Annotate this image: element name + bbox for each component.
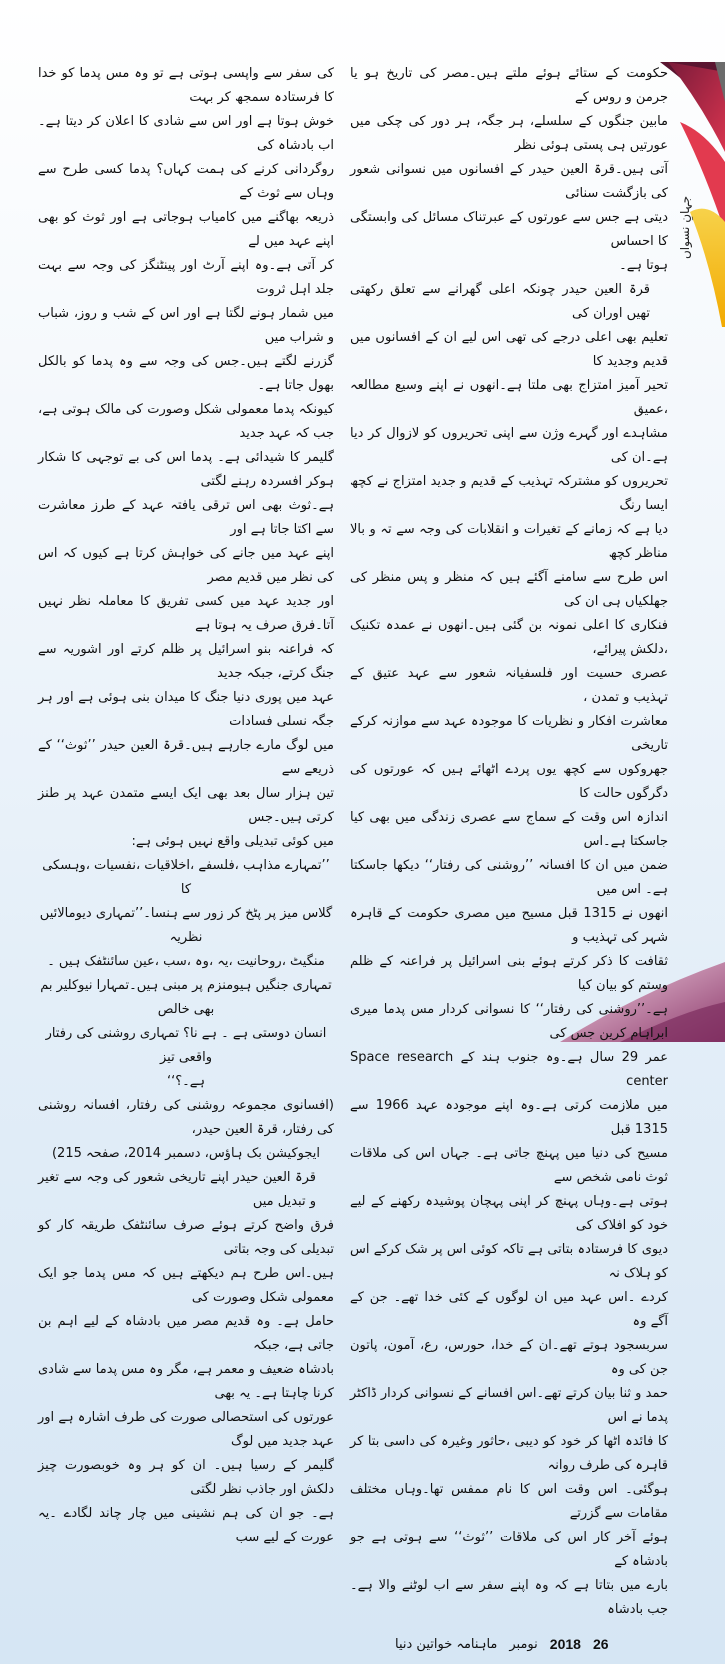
text-line: آتی ہیں۔قرۃ العین حیدر کے افسانوں میں نسوانی شعور کی بازگشت سنائی: [350, 162, 668, 201]
text-line: کہ فراعنہ بنو اسرائیل پر ظلم کرتے اور اشوریہ سے جنگ کرتے، جبکہ جدید: [38, 642, 334, 681]
text-line: ہوگئی۔ اس وقت اس کا نام ممفس تھا۔وہاں مختلف مقامات سے گزرتے: [350, 1482, 668, 1521]
text-line: ہیں۔اس طرح ہم دیکھتے ہیں کہ مس پدما جو ایک معمولی شکل وصورت کی: [38, 1266, 334, 1305]
text-line: تحریروں کو مشترکہ تہذیب کے قدیم و جدید امتزاج نے کچھ ایسا رنگ: [350, 474, 668, 513]
text-line: انسان دوستی ہے ۔ ہے نا؟ تمہاری روشنی کی رفتار واقعی تیز: [45, 1026, 327, 1065]
left-column-text: [38, 62, 334, 1622]
text-line: عہد میں پوری دنیا جنگ کا میدان بنی ہوئی ہے اور ہر جگہ نسلی فسادات: [38, 690, 334, 729]
text-line: تین ہزار سال بعد بھی ایک ایسے متمدن عہد پر طنز کرتی ہیں۔جس: [38, 786, 334, 825]
text-line: کیونکہ پدما معمولی شکل وصورت کی مالک ہوتی ہے، جب کہ عہد جدید: [38, 402, 334, 441]
text-line: (افسانوی مجموعہ روشنی کی رفتار، افسانہ روشنی کی رفتار، قرۃ العین حیدر،: [38, 1098, 334, 1137]
text-line: ضمن میں ان کا افسانہ ’’روشنی کی رفتار‘‘ دیکھا جاسکتا ہے۔ اس میں: [350, 858, 668, 897]
text-line: بارے میں بتاتا ہے کہ وہ اپنے سفر سے اب لوٹنے والا ہے۔جب بادشاہ: [350, 1578, 668, 1617]
section-label: جہانِ نسواں: [678, 195, 692, 259]
page-footer: [395, 1636, 675, 1652]
article-columns: [38, 62, 668, 1622]
text-line: حکومت کے ستائے ہوئے ملتے ہیں۔مصر کی تاریخ ہو یا جرمن و روس کے: [350, 66, 668, 105]
text-line: دیوی کا فرستادہ بتاتی ہے تاکہ کوئی اس پر شک کرکے اس کو ہلاک نہ: [350, 1242, 668, 1281]
text-line: کردے ۔اس عہد میں ان لوگوں کے کئی خدا تھے۔ جن کے آگے وہ: [350, 1290, 668, 1329]
text-line: اپنے عہد میں جانے کی خواہش کرتا ہے کیوں کہ اس کی نظر میں قدیم مصر: [38, 546, 334, 585]
issue-month: نومبر: [509, 1636, 538, 1652]
text-line: میں کوئی تبدیلی واقع نہیں ہوئی ہے:: [131, 834, 334, 849]
text-line: ’’تمہارے مذاہب ،فلسفے ،اخلاقیات ،نفسیات ،وہسکی کا: [42, 858, 330, 897]
text-line: ہوئے آخر کار اس کی ملاقات ’’ثوث‘‘ سے ہوتی ہے جو بادشاہ کے: [350, 1530, 668, 1569]
issue-year: 2018: [549, 1636, 581, 1652]
text-line: قرۃ العین حیدر چونکہ اعلی گھرانے سے تعلق رکھتی تھیں اوران کی: [350, 282, 650, 321]
text-line: خوش ہوتا ہے اور اس سے شادی کا اعلان کر دیتا ہے۔اب بادشاہ کی: [38, 114, 334, 153]
text-line: مشاہدے اور گہرے وژن سے اپنی تحریروں کو لازوال کر دیا ہے۔ان کی: [350, 426, 668, 465]
text-line: ہے۔ جو ان کی ہم نشینی میں چار چاند لگادے ۔یہ عورت کے لیے سب: [38, 1506, 334, 1545]
text-line: میں لوگ مارے جارہے ہیں۔قرۃ العین حیدر ’’ثوث‘‘ کے ذریعے سے: [38, 738, 334, 777]
magazine-name: ماہنامہ خواتین دنیا: [395, 1636, 498, 1652]
text-line: حمد و ثنا بیان کرتے تھے۔اس افسانے کے نسوانی کردار ڈاکٹر پدما نے اس: [350, 1386, 668, 1425]
text-line: مابین جنگوں کے سلسلے، ہر جگہ، ہر دور کی چکی میں عورتیں ہی پستی ہوئی نظر: [350, 114, 668, 153]
page-number: 26: [592, 1636, 609, 1652]
text-line: گزرنے لگتے ہیں۔جس کی وجہ سے وہ پدما کو بالکل بھول جاتا ہے۔: [38, 354, 334, 393]
text-line: قرۃ العین حیدر اپنے تاریخی شعور کی وجہ سے تغیر و تبدیل میں: [38, 1170, 316, 1209]
text-line: حامل ہے۔ وہ قدیم مصر میں بادشاہ کے لیے اہم بن جاتی ہے، جبکہ: [38, 1314, 334, 1353]
text-line: سربسجود ہوتے تھے۔ان کے خدا، حورس، رع، آمون، پاتون جن کی وہ: [350, 1338, 668, 1377]
text-line: ذریعہ بھاگنے میں کامیاب ہوجاتی ہے اور ثوث کو بھی اپنے عہد میں لے: [38, 210, 334, 249]
text-line: تمہاری جنگیں ہیومنزم پر مبنی ہیں۔تمہارا نیوکلیر بم بھی خالص: [40, 978, 332, 1017]
text-line: کی سفر سے واپسی ہوتی ہے تو وہ مس پدما کو خدا کا فرستادہ سمجھ کر بہت: [38, 66, 334, 105]
text-line: انھوں نے 1315 قبل مسیح میں مصری حکومت کے قاہرہ شہر کی تہذیب و: [350, 906, 668, 945]
text-line: عمر 29 سال ہے۔وہ جنوب ہند کے Space research center: [350, 1050, 668, 1089]
text-line: میں ملازمت کرتی ہے۔وہ اپنے موجودہ عہد 1966 سے 1315 قبل: [350, 1098, 668, 1137]
text-line: ہوتا ہے۔: [619, 258, 668, 273]
text-line: تعلیم بھی اعلی درجے کی تھی اس لیے ان کے افسانوں میں قدیم وجدید کا: [350, 330, 668, 369]
text-line: بادشاہ ضعیف و معمر ہے، مگر وہ مس پدما سے شادی کرنا چاہتا ہے۔ یہ بھی: [38, 1362, 334, 1401]
text-line: ہوتی ہے۔وہاں پہنچ کر اپنی پہچان پوشیدہ رکھنے کے لیے خود کو افلاک کی: [350, 1194, 668, 1233]
right-column-text: [350, 62, 668, 1622]
text-line: ایجوکیشن بک ہاؤس، دسمبر 2014، صفحہ 215): [51, 1146, 321, 1161]
text-line: ہے۔ثوث بھی اس ترقی یافتہ عہد کے طرز معاشرت سے اکتا جاتا ہے اور: [38, 498, 334, 537]
text-line: اس طرح سے سامنے آگئے ہیں کہ منظر و پس منظر کی جھلکیاں ہی ان کی: [350, 570, 668, 609]
text-line: روگردانی کرنے کی ہمت کہاں؟ پدما کسی طرح سے وہاں سے ثوث کے: [38, 162, 334, 201]
text-line: فنکاری کا اعلی نمونہ بن گئی ہیں۔انھوں نے عمدہ تکنیک ،دلکش پیرائے،: [350, 618, 668, 657]
text-line: گلاس میز پر پٹخ کر زور سے ہنسا۔’’تمہاری دیومالائیں نظریہ: [39, 906, 333, 945]
text-line: جھروکوں سے کچھ یوں پردے اٹھائے ہیں کہ عورتوں کی دگرگوں حالت کا: [350, 762, 668, 801]
text-line: تحیر آمیز امتزاج بھی ملتا ہے۔انھوں نے اپنے وسیع مطالعہ ،عمیق: [350, 378, 668, 417]
text-line: دیتی ہے جس سے عورتوں کے عبرتناک مسائل کی وابستگی کا احساس: [350, 210, 668, 249]
text-line: ہے۔’’روشنی کی رفتار‘‘ کا نسوانی کردار مس پدما میری ابراہام کرین جس کی: [350, 1002, 668, 1041]
text-line: گلیمر کے رسیا ہیں۔ ان کو ہر وہ خوبصورت چیز دلکش اور جاذب نظر لگتی: [38, 1458, 334, 1497]
text-line: اور جدید عہد میں کسی تفریق کا معاملہ نظر نہیں آتا۔فرق صرف یہ ہوتا ہے: [38, 594, 334, 633]
text-line: دیا ہے کہ زمانے کے تغیرات و انقلابات کی وجہ سے تہ و بالا مناظر کچھ: [350, 522, 668, 561]
text-line: میں شمار ہونے لگتا ہے اور اس کے شب و روز، شباب و شراب میں: [38, 306, 334, 345]
text-line: عصری حسیت اور فلسفیانہ شعور سے عہد عتیق کے تہذیب و تمدن ،: [350, 666, 668, 705]
text-line: منگیٹ ،روحانیت ،یہ ،وہ ،سب ،عین سائنٹفک ہیں ۔: [47, 954, 325, 969]
text-line: کر آتی ہے۔وہ اپنے آرٹ اور پینٹنگز کی وجہ سے بہت جلد اہل ثروت: [38, 258, 334, 297]
text-line: عورتوں کی استحصالی صورت کی طرف اشارہ ہے اور عہد جدید میں لوگ: [38, 1410, 334, 1449]
text-line: ہے۔؟‘‘: [166, 1074, 206, 1089]
text-line: گلیمر کا شیدائی ہے۔ پدما اس کی بے توجہی کا شکار ہوکر افسردہ رہنے لگتی: [38, 450, 334, 489]
text-line: اندازہ اس وقت کے سماج سے عصری زندگی میں بھی کیا جاسکتا ہے۔اس: [350, 810, 668, 849]
text-line: ثقافت کا ذکر کرتے ہوئے بنی اسرائیل پر فراعنہ کے ظلم وستم کو بیان کیا: [350, 954, 668, 993]
text-line: کا فائدہ اٹھا کر خود کو دیبی ،حاثور وغیرہ کی داسی بتا کر قاہرہ کی طرف روانہ: [350, 1434, 668, 1473]
text-line: فرق واضح کرتے ہوئے صرف سائنٹفک طریقہ کار کو تبدیلی کی وجہ بتاتی: [38, 1218, 334, 1257]
text-line: مسیح کی دنیا میں پہنچ جاتی ہے۔ جہاں اس کی ملاقات ثوث نامی شخص سے: [350, 1146, 668, 1185]
text-line: معاشرت افکار و نظریات کا موجودہ عہد سے موازنہ کرکے تاریخی: [350, 714, 668, 753]
